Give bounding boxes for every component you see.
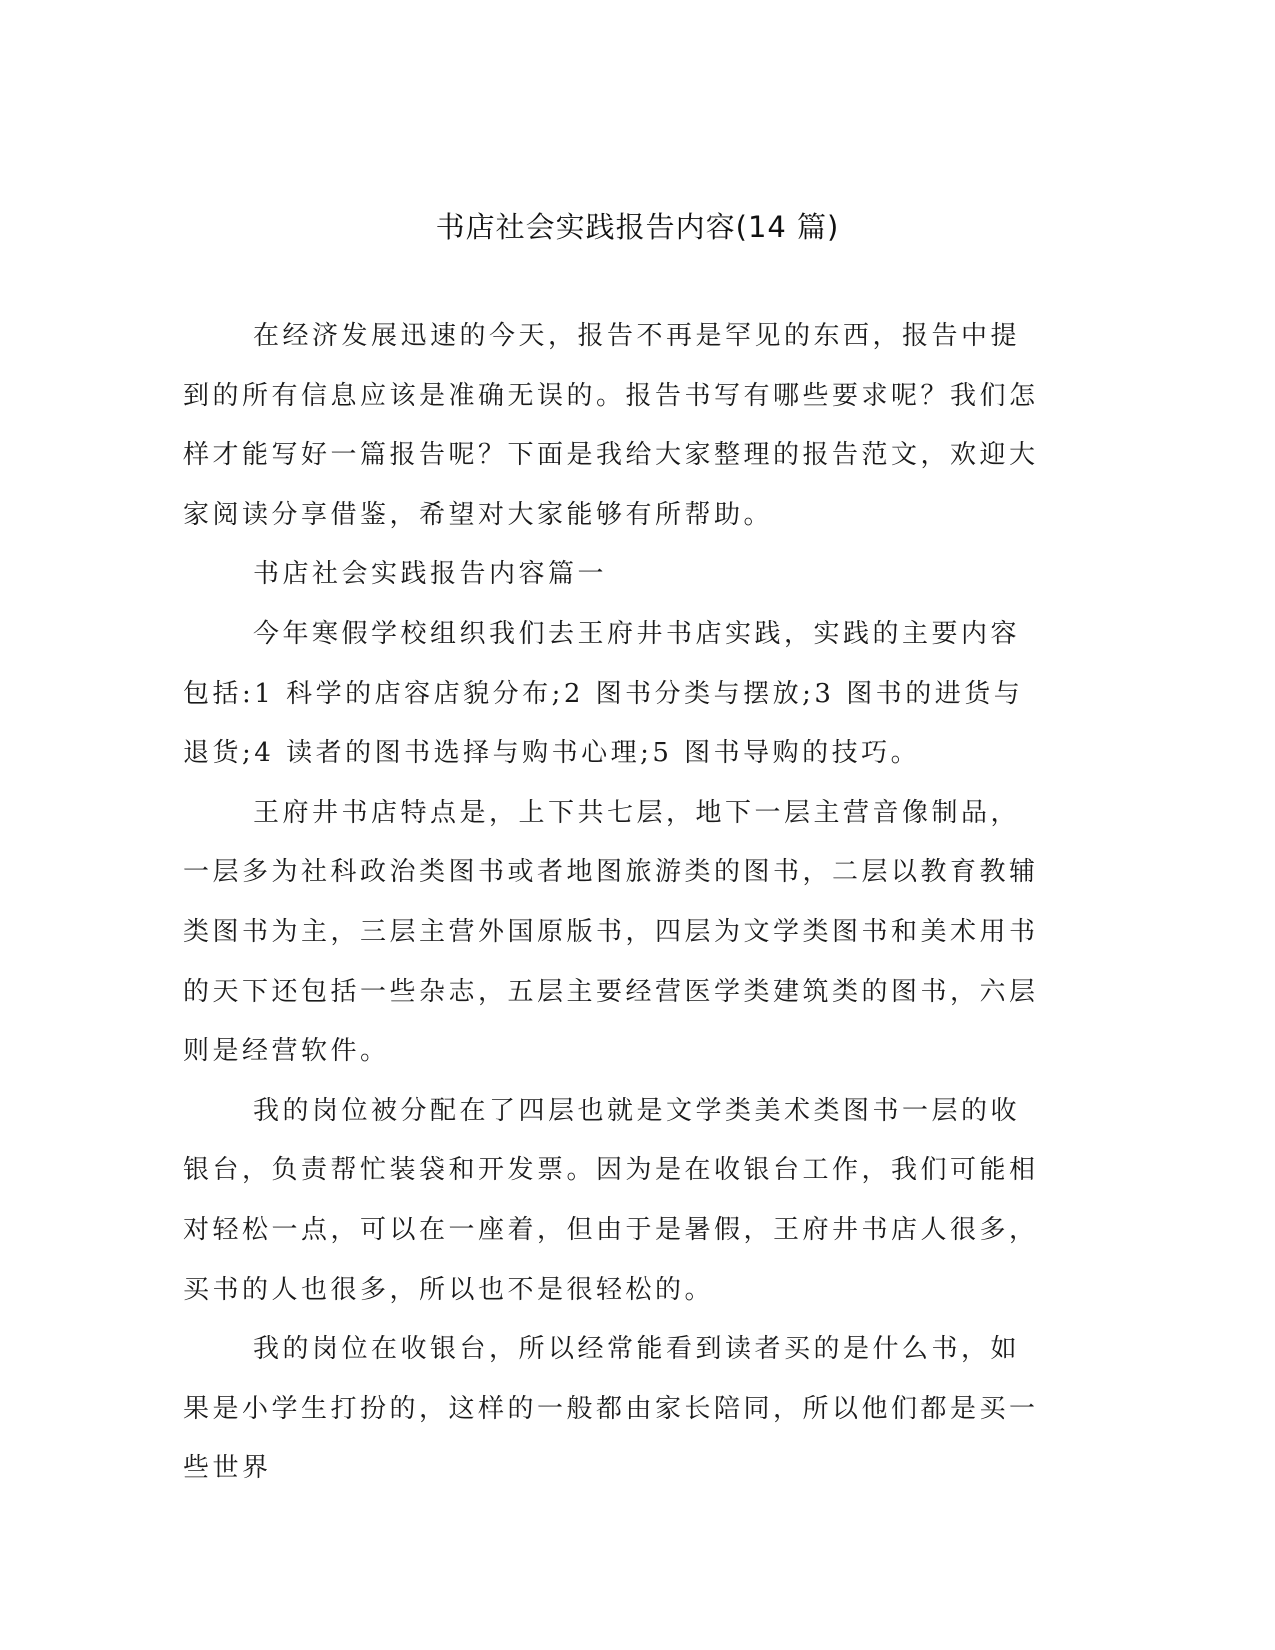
document-body [183, 307, 1043, 1499]
paragraph-intro: 在经济发展迅速的今天，报告不再是罕见的东西，报告中提到的所有信息应该是准确无误的。报告书写有哪些要求呢？我们怎样才能写好一篇报告呢？下面是我给大家整理的报告范文，欢迎大家阅读分享借鉴，希望对大家能够有所帮助。 [183, 321, 1039, 530]
paragraph-practice-content: 今年寒假学校组织我们去王府井书店实践，实践的主要内容包括:1 科学的店容店貌分布;2 图书分类与摆放;3 图书的进货与退货;4 读者的图书选择与购书心理;5 图书导购的技巧。 [183, 618, 1024, 769]
section-heading: 书店社会实践报告内容篇一 [253, 559, 608, 590]
paragraph-cashier-post: 我的岗位被分配在了四层也就是文学类美术类图书一层的收银台，负责帮忙装袋和开发票。因为是在收银台工作，我们可能相对轻松一点，可以在一座着，但由于是暑假，王府井书店人很多，买书的人也很多，所以也不是很轻松的。 [183, 1095, 1039, 1305]
paragraph-readers: 我的岗位在收银台，所以经常能看到读者买的是什么书，如果是小学生打扮的，这样的一般都由家长陪同，所以他们都是买一些世界 [183, 1334, 1039, 1484]
paragraph-store-floors: 王府井书店特点是，上下共七层，地下一层主营音像制品，一层多为社科政治类图书或者地图旅游类的图书，二层以教育教辅类图书为主，三层主营外国原版书，四层为文学类图书和美术用书的天下还包括一些杂志，五层主要经营医学类建筑类的图书，六层则是经营软件。 [183, 797, 1039, 1067]
document-title: 书店社会实践报告内容(14 篇) [435, 210, 840, 244]
